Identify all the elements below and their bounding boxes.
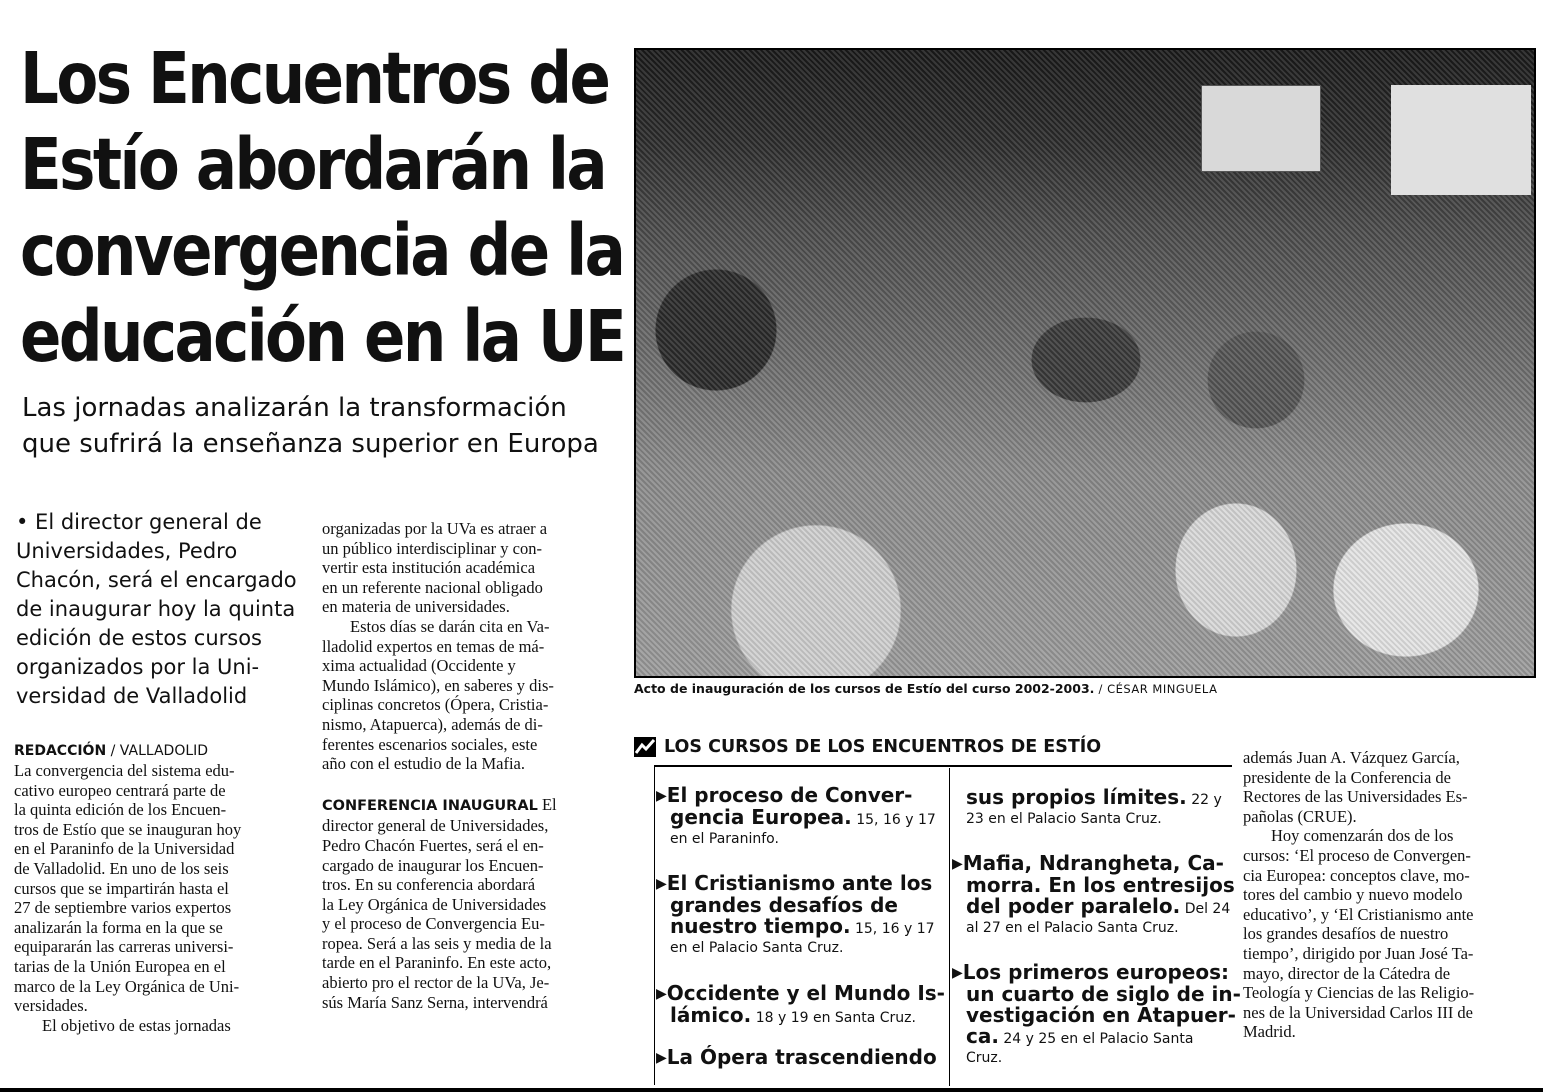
body-line: ropea. Será a las seis y media de la <box>322 933 552 953</box>
article-column-1 <box>14 742 299 1035</box>
course-title-line: vestigación en Atapuer- <box>966 1003 1236 1027</box>
course-date: 15, 16 y 17 <box>850 921 935 937</box>
headline-line: educación en la UE <box>20 295 625 378</box>
body-line: cativo europeo centrará parte de <box>14 780 226 800</box>
page-bottom-rule <box>0 1088 1543 1092</box>
body-line: mayo, director de la Cátedra de <box>1243 963 1451 983</box>
divider <box>949 768 950 1086</box>
body-line: en el Paraninfo de la Universidad <box>14 839 235 859</box>
lead-summary <box>16 508 297 711</box>
course-venue: al 27 en el Palacio Santa Cruz. <box>966 920 1179 936</box>
body-line: director general de Universidades, <box>322 816 549 836</box>
course-date: 24 y 25 en el Palacio Santa <box>998 1031 1194 1047</box>
body-line: abierto pro el rector de la UVa, Je- <box>322 973 550 993</box>
box-marker-icon <box>634 737 656 757</box>
headline-line: convergencia de la <box>20 209 624 292</box>
lead-line: organizados por la Uni- <box>16 655 260 679</box>
body-line: Rectores de las Universidades Es- <box>1243 787 1468 807</box>
body-line: de Valladolid. En uno de los seis <box>14 858 229 878</box>
course-title-line: gencia Europea. 15, 16 y 17 <box>670 805 936 829</box>
wall-panel <box>1391 85 1531 195</box>
course-title-line: del poder paralelo. Del 24 <box>966 894 1231 918</box>
body-line: ferentes escenarios sociales, este <box>322 734 538 754</box>
lead-line: de inaugurar hoy la quinta <box>16 597 296 621</box>
arrow-icon: ▶ <box>656 1050 667 1066</box>
body-line: pañolas (CRUE). <box>1243 806 1357 826</box>
lead-line: versidad de Valladolid <box>16 684 248 708</box>
body-line: tros. En su conferencia abordará <box>322 875 536 895</box>
course-title-line: ▶El proceso de Conver- <box>656 783 913 807</box>
body-line: tores del cambio y nuevo modelo <box>1243 885 1463 905</box>
body-line: educativo’, y ‘El Cristianismo ante <box>1243 904 1474 924</box>
body-line: además Juan A. Vázquez García, <box>1243 748 1460 767</box>
body-line: tarias de la Unión Europea en el <box>14 956 226 976</box>
body-line: nes de la Universidad Carlos III de <box>1243 1002 1474 1022</box>
course-item <box>656 785 946 847</box>
course-item <box>656 873 946 956</box>
body-line: lladolid expertos en temas de má- <box>322 636 545 656</box>
photo-credit: / CÉSAR MINGUELA <box>1094 682 1218 696</box>
course-title-line: un cuarto de siglo de in- <box>966 982 1241 1006</box>
headline-line: Estío abordarán la <box>20 123 606 206</box>
body-line: en materia de universidades. <box>322 597 510 617</box>
body-line: un público interdisciplinar y con- <box>322 538 542 558</box>
courses-box-heading: LOS CURSOS DE LOS ENCUENTROS DE ESTÍO <box>664 737 1102 757</box>
body-line: analizarán la forma en la que se <box>14 917 223 937</box>
body-line: Mundo Islámico), en saberes y dis- <box>322 675 554 695</box>
arrow-icon: ▶ <box>656 986 667 1002</box>
headline <box>20 36 625 380</box>
caption-text: Acto de inauguración de los cursos de Estío del curso 2002-2003. <box>634 681 1095 696</box>
body-line: equipararán las carreras universi- <box>14 937 234 957</box>
body-line: Pedro Chacón Fuertes, será el en- <box>322 835 544 855</box>
course-date: 15, 16 y 17 <box>851 812 936 828</box>
body-line: la Ley Orgánica de Universidades <box>322 894 547 914</box>
divider <box>654 765 1232 767</box>
body-line: tros de Estío que se inauguran hoy <box>14 819 242 839</box>
course-date: 18 y 19 en Santa Cruz. <box>751 1010 916 1026</box>
section-head-line <box>322 795 612 817</box>
body-line: presidente de la Conferencia de <box>1243 767 1451 787</box>
course-venue: en el Palacio Santa Cruz. <box>670 940 844 956</box>
courses-box-title <box>634 737 1234 757</box>
body-line: El objetivo de estas jornadas <box>42 1015 231 1035</box>
body-line: cia Europea: conceptos clave, mo- <box>1243 865 1470 885</box>
course-venue: 23 en el Palacio Santa Cruz. <box>966 811 1162 827</box>
body-line: cargado de inaugurar los Encuen- <box>322 855 544 875</box>
body-line: los grandes desafíos de nuestro <box>1243 924 1449 944</box>
body-line: la quinta edición de los Encuen- <box>14 800 227 820</box>
course-date: Del 24 <box>1180 901 1231 917</box>
course-title-line: ▶Los primeros europeos: <box>952 960 1229 984</box>
body-line: Estos días se darán cita en Va- <box>350 616 550 636</box>
course-title-line: nuestro tiempo. 15, 16 y 17 <box>670 914 935 938</box>
arrow-icon: ▶ <box>656 876 667 892</box>
byline-author: REDACCIÓN <box>14 743 107 759</box>
course-venue: en el Paraninfo. <box>670 831 779 847</box>
body-line: Hoy comenzarán dos de los <box>1271 826 1454 846</box>
course-item <box>656 1047 946 1069</box>
subheadline-line: Las jornadas analizarán la transformación <box>22 393 567 423</box>
course-item <box>952 960 1241 1066</box>
body-fragment: El <box>537 794 557 814</box>
course-title-line: sus propios límites. 22 y <box>966 785 1222 809</box>
body-line: vertir esta institución académica <box>322 558 536 578</box>
course-title-line: ▶La Ópera trascendiendo <box>656 1045 937 1069</box>
body-line: y el proceso de Convergencia Eu- <box>322 914 545 934</box>
course-title-line: morra. En los entresijos <box>966 873 1235 897</box>
arrow-icon: ▶ <box>656 788 667 804</box>
lead-line: edición de estos cursos <box>16 626 263 650</box>
body-line: tiempo’, dirigido por Juan José Ta- <box>1243 943 1474 963</box>
subheadline <box>22 390 622 462</box>
course-title-line: ▶El Cristianismo ante los <box>656 871 933 895</box>
course-title-line: ▶Occidente y el Mundo Is- <box>656 981 945 1005</box>
body-line: versidades. <box>14 996 88 1016</box>
inauguration-photo <box>634 48 1536 678</box>
course-title-line: grandes desafíos de <box>670 893 898 917</box>
byline-place: / VALLADOLID <box>106 743 209 759</box>
body-line: xima actualidad (Occidente y <box>322 656 516 676</box>
projection-screen <box>1201 85 1321 172</box>
headline-line: Los Encuentros de <box>20 37 609 120</box>
subheadline-line: que sufrirá la enseñanza superior en Europa <box>22 429 599 459</box>
body-line: tarde en el Paraninfo. En este acto, <box>322 953 552 973</box>
body-line: cursos que se impartirán hasta el <box>14 878 229 898</box>
body-line: La convergencia del sistema edu- <box>14 761 235 780</box>
body-line: cursos: ‘El proceso de Convergen- <box>1243 845 1471 865</box>
body-line: organizadas por la UVa es atraer a <box>322 519 548 538</box>
course-item <box>966 787 1226 827</box>
section-head: CONFERENCIA INAUGURAL <box>322 797 538 814</box>
course-date: 22 y <box>1186 792 1222 808</box>
body-line: 27 de septiembre varios expertos <box>14 898 232 918</box>
body-line: Madrid. <box>1243 1022 1296 1042</box>
lead-line: • El director general de <box>16 510 262 534</box>
article-column-3 <box>1243 748 1533 1042</box>
course-venue: Cruz. <box>966 1050 1003 1066</box>
arrow-icon: ▶ <box>952 856 963 872</box>
divider <box>654 765 655 1085</box>
course-item <box>656 983 946 1029</box>
course-title-line: ▶Mafia, Ndrangheta, Ca- <box>952 851 1224 875</box>
body-line: Teología y Ciencias de las Religio- <box>1243 983 1475 1003</box>
body-line: en un referente nacional obligado <box>322 577 543 597</box>
body-line: sús María Sanz Serna, intervendrá <box>322 992 548 1012</box>
article-column-2 <box>322 519 612 1012</box>
lead-line: Chacón, será el encargado <box>16 568 297 592</box>
byline <box>14 742 299 761</box>
course-title-line: lámico. 18 y 19 en Santa Cruz. <box>670 1003 916 1027</box>
course-item <box>952 851 1235 936</box>
body-line: año con el estudio de la Mafia. <box>322 754 525 774</box>
course-title-line: ca. 24 y 25 en el Palacio Santa <box>966 1024 1194 1048</box>
body-line: marco de la Ley Orgánica de Uni- <box>14 976 240 996</box>
body-line: ciplinas concretos (Ópera, Cristia- <box>322 695 549 715</box>
arrow-icon: ▶ <box>952 965 963 981</box>
lead-line: Universidades, Pedro <box>16 539 238 563</box>
photo-caption <box>634 681 1334 696</box>
body-line: nismo, Atapuerca), además de di- <box>322 714 543 734</box>
